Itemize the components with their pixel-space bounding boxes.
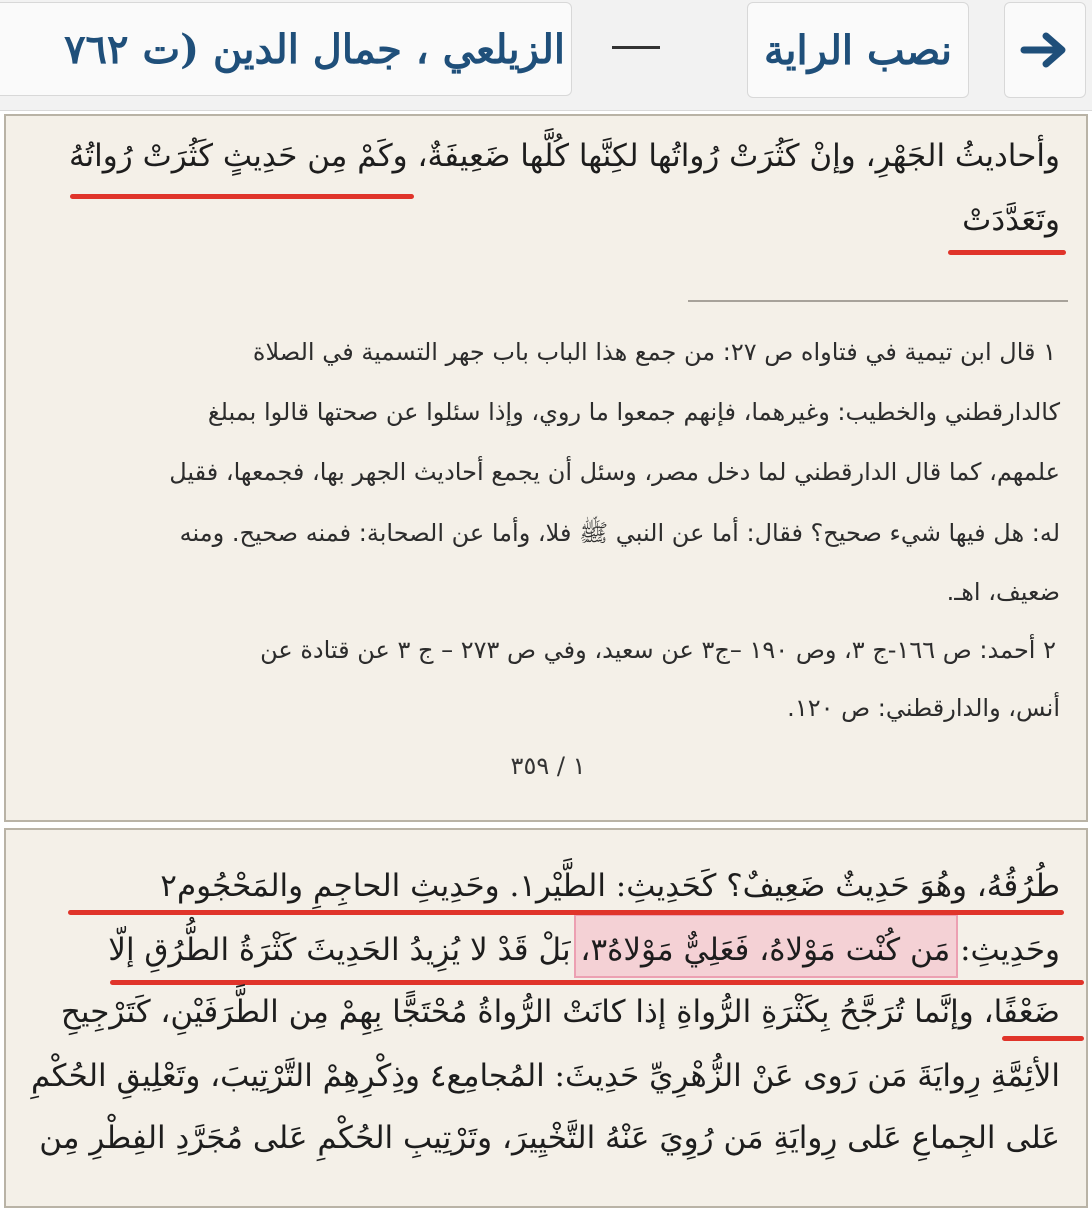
back-button[interactable] (1004, 2, 1086, 98)
red-underline (1002, 1036, 1084, 1041)
footnote-line: علمهم، كما قال الدارقطني لما دخل مصر، وسئل أن يجمع أحاديث الجهر بها، فجمعها، فقيل (169, 458, 1060, 486)
footnote-line: كالدارقطني والخطيب: وغيرهما، فإنهم جمعوا ما روي، وإذا سئلوا عن صحتها قالوا بمبلغ (207, 398, 1060, 426)
main-text-line: وأحاديثُ الجَهْرِ، وإنْ كَثُرَتْ رُواتُها لكِنَّها كُلَّها ضَعِيفَةٌ، وكَمْ مِن حَدِيثٍ كَثُرَتْ رُواتُهُ (68, 138, 1060, 174)
main-text-line: عَلى الجِماعِ عَلى رِوايَةِ مَن رُوِيَ عَنْهُ التَّخْيِيرَ، وتَرْتِيبِ الحُكْمِ عَلى مُجَرَّدِ الفِطْرِ مِن (39, 1120, 1060, 1156)
page-scan-2 (4, 828, 1088, 1208)
main-text-line: وحَدِيثِ: مَن كُنْت مَوْلاهُ، فَعَلِيٌّ مَوْلاهُ٣، بَلْ قَدْ لا يُزِيدُ الحَدِيثَ كَثْرَةُ الطُّرُقِ إلّا (108, 932, 1060, 968)
red-underline (110, 980, 1084, 985)
red-underline (948, 250, 1066, 255)
top-bar (0, 0, 1092, 111)
title-separator (612, 46, 660, 49)
footnote-line: ٢ أحمد: ص ١٦٦-ج ٣، وص ١٩٠ –ج٣ عن سعيد، وفي ص ٢٧٣ – ج ٣ عن قتادة عن (260, 636, 1056, 664)
page-scan-1 (4, 114, 1088, 822)
author-name: الزيلعي ، جمال الدين (ت ٧٦٢ (64, 25, 565, 73)
footnote-line: ضعيف، اهـ. (946, 578, 1060, 606)
footnote-separator (688, 300, 1068, 302)
red-underline (68, 910, 1064, 915)
main-text-line: طُرُقُهُ، وهُوَ حَدِيثٌ ضَعِيفٌ؟ كَحَدِيثِ: الطَّيْر١. وحَدِيثِ الحاجِمِ والمَحْجُوم٢ (160, 868, 1060, 904)
book-title: نصب الراية (763, 26, 953, 74)
page-number: ١ / ٣٥٩ (510, 752, 586, 780)
main-text-line: وتَعَدَّدَتْ (962, 202, 1060, 238)
footnote-line: ١ قال ابن تيمية في فتاواه ص ٢٧: من جمع هذا الباب باب جهر التسمية في الصلاة (252, 338, 1056, 366)
arrow-right-icon (1020, 30, 1070, 70)
book-title-button[interactable] (747, 2, 969, 98)
main-text-line: ضَعْفًا، وإنَّما تُرَجَّحُ بِكَثْرَةِ الرُّواةِ إذا كانَتْ الرُّواةُ مُحْتَجًّا بِهِمْ مِن الطَّرَفَيْنِ، كَتَرْجِيحِ (60, 994, 1060, 1030)
author-button[interactable] (0, 2, 572, 96)
footnote-line: له: هل فيها شيء صحيح؟ فقال: أما عن النبي ﷺ فلا، وأما عن الصحابة: فمنه صحيح. ومنه (179, 519, 1060, 547)
main-text-line: الأئِمَّةِ رِوايَةَ مَن رَوى عَنْ الزُّهْرِيِّ حَدِيثَ: المُجامِع٤ وذِكْرِهِمْ التَّرْتِيبَ، وتَعْلِيقِ الحُكْمِ (31, 1058, 1060, 1094)
footnote-line: أنس، والدارقطني: ص ١٢٠. (787, 694, 1060, 722)
red-underline (70, 194, 414, 199)
